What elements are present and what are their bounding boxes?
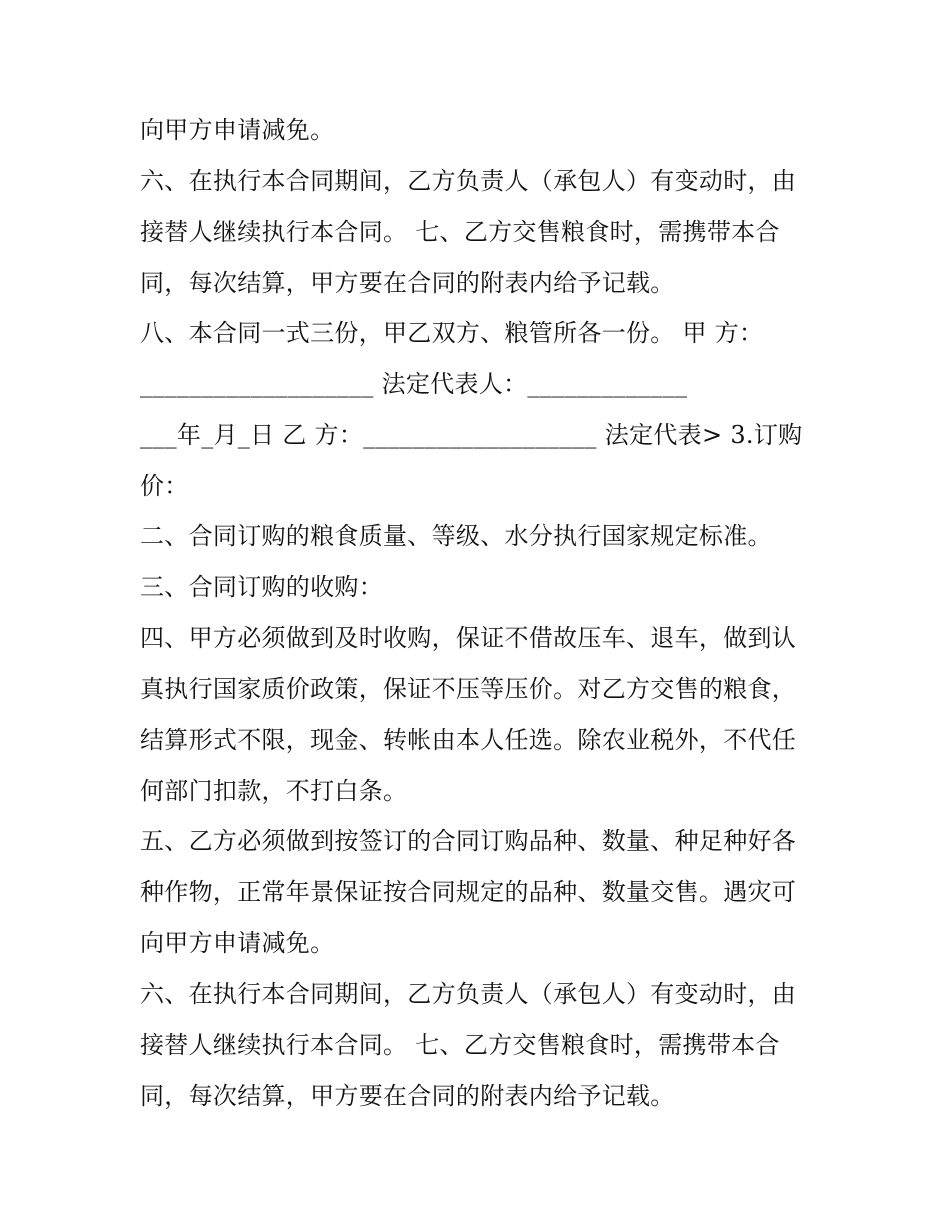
text-line: 接替人继续执行本合同。 七、乙方交售粮食时，需携带本合 bbox=[140, 1031, 780, 1059]
text-line: 接替人继续执行本合同。 七、乙方交售粮食时，需携带本合 bbox=[140, 218, 780, 246]
text-line: 三、合同订购的收购： bbox=[140, 573, 383, 601]
signature-line: ___________________ 法定代表人：_____________ bbox=[140, 370, 688, 398]
text-line: 同，每次结算，甲方要在合同的附表内给予记载。 bbox=[140, 1082, 675, 1110]
text-line: 向甲方申请减免。 bbox=[140, 929, 335, 957]
text-line: 八、本合同一式三份，甲乙双方、粮管所各一份。 甲 方： bbox=[140, 319, 764, 347]
text-line: 何部门扣款，不打白条。 bbox=[140, 777, 408, 805]
text-line: 同，每次结算，甲方要在合同的附表内给予记载。 bbox=[140, 269, 675, 297]
text-line: 二、合同订购的粮食质量、等级、水分执行国家规定标准。 bbox=[140, 522, 772, 550]
signature-line: ___年_月_日 乙 方：___________________ 法定代表> 3.订购 bbox=[140, 421, 803, 449]
text-line: 六、在执行本合同期间，乙方负责人（承包人）有变动时，由 bbox=[140, 980, 797, 1008]
text-line: 六、在执行本合同期间，乙方负责人（承包人）有变动时，由 bbox=[140, 167, 797, 195]
text-line: 结算形式不限，现金、转帐由本人任选。除农业税外，不代任 bbox=[140, 726, 797, 754]
text-line: 四、甲方必须做到及时收购，保证不借故压车、退车，做到认 bbox=[140, 624, 797, 652]
text-line: 向甲方申请减免。 bbox=[140, 116, 335, 144]
text-line: 五、乙方必须做到按签订的合同订购品种、数量、种足种好各 bbox=[140, 827, 797, 855]
text-line: 种作物，正常年景保证按合同规定的品种、数量交售。遇灾可 bbox=[140, 878, 797, 906]
text-line: 价： bbox=[140, 472, 189, 500]
text-line: 真执行国家质价政策，保证不压等压价。对乙方交售的粮食， bbox=[140, 675, 797, 703]
